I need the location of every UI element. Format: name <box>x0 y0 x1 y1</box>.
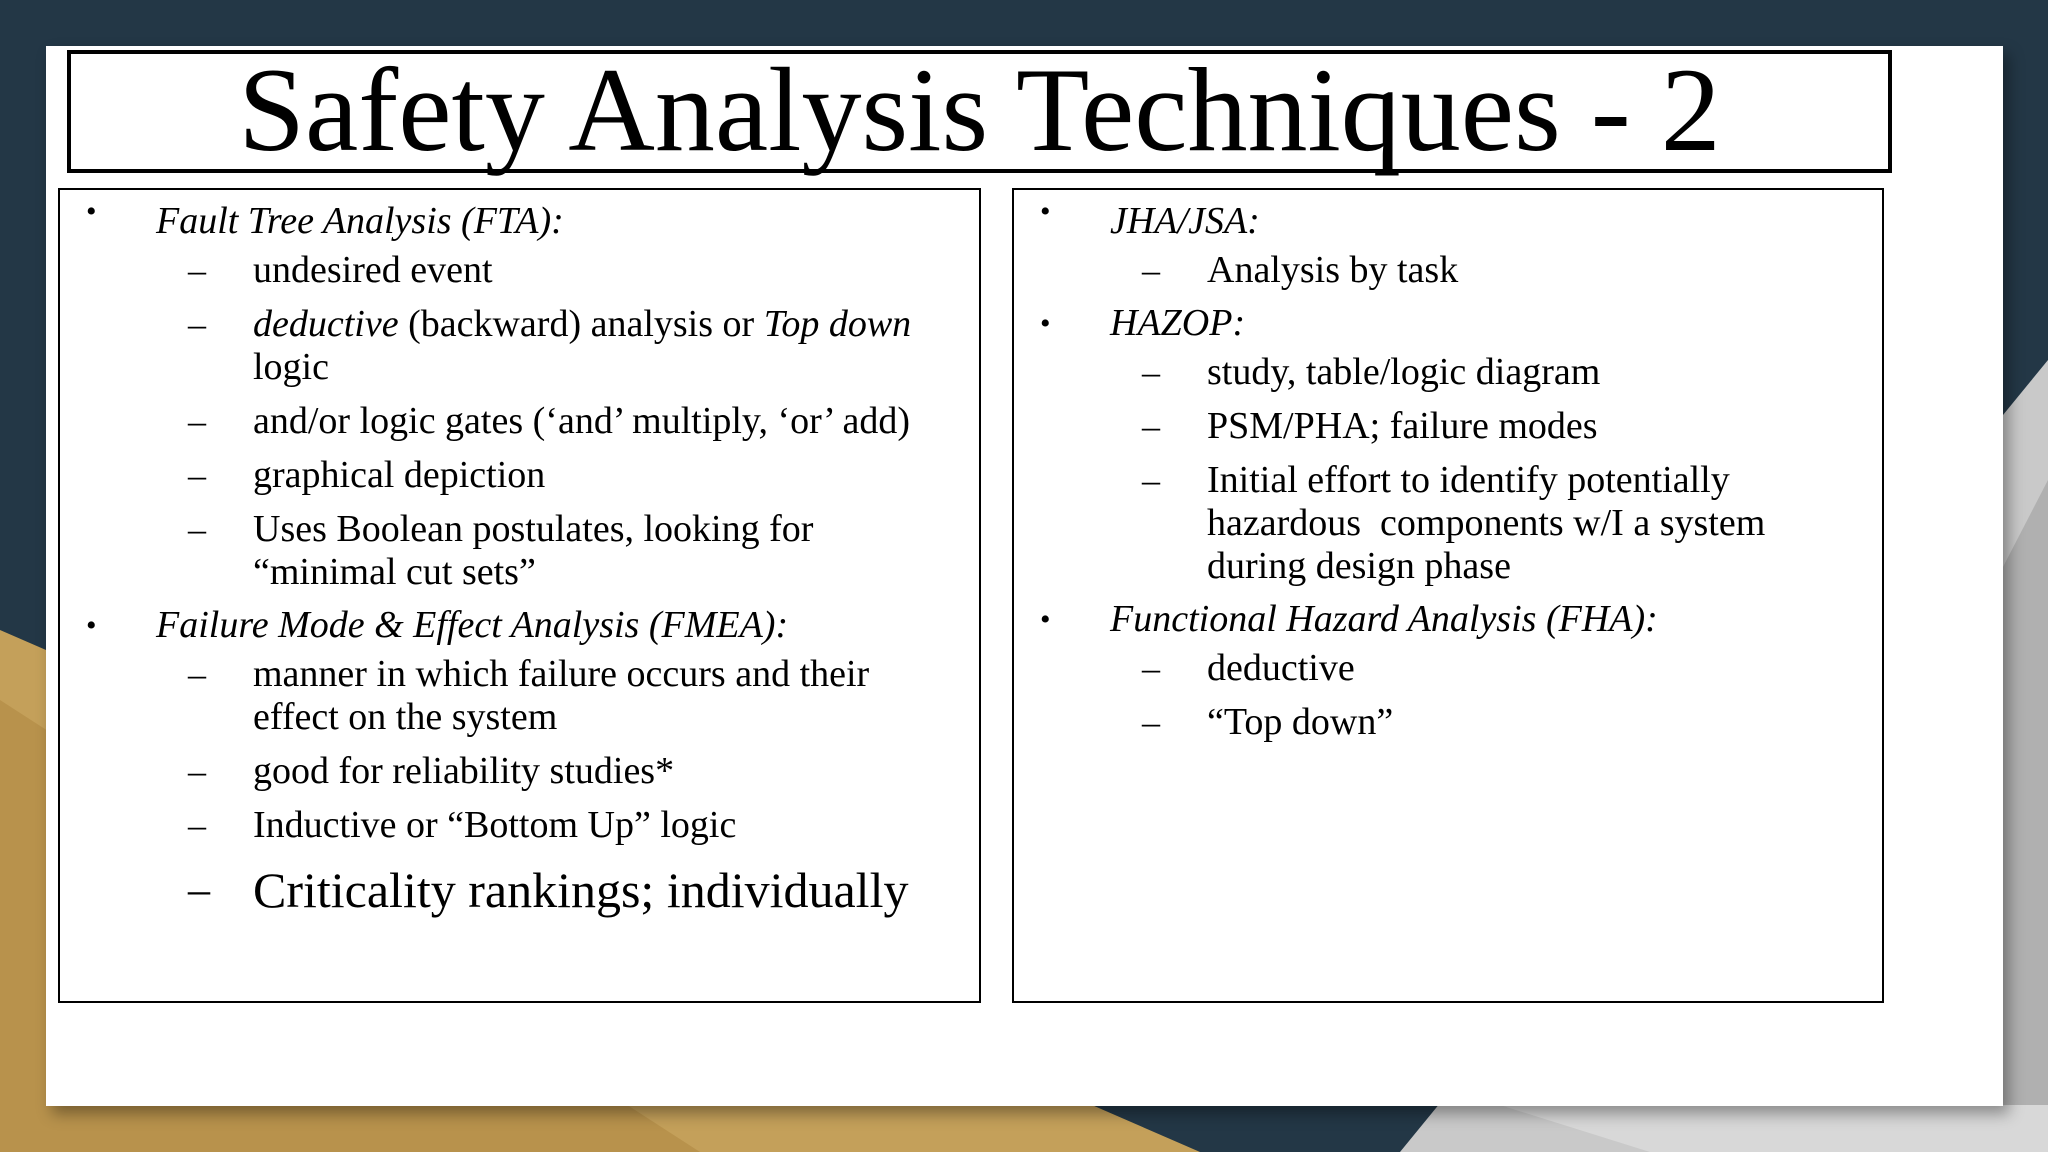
sub-item-text: graphical depiction <box>253 454 546 496</box>
left-column <box>58 188 981 1003</box>
sub-item <box>156 400 979 443</box>
sub-item <box>1110 701 1882 744</box>
plain-text: logic <box>253 346 329 388</box>
sub-list <box>156 249 979 594</box>
sub-item-text: deductive <box>1207 647 1355 689</box>
sub-item <box>156 750 979 793</box>
bullet-fha <box>1014 588 1882 744</box>
sub-item-text: undesired event <box>253 249 493 291</box>
left-bullet-list <box>60 190 979 919</box>
plain-text: (backward) analysis or <box>398 303 764 345</box>
right-bullet-list <box>1014 190 1882 744</box>
sub-list <box>156 653 979 919</box>
dash-icon: – <box>1142 460 1160 500</box>
title-box <box>67 42 1892 176</box>
bullet-icon: • <box>86 195 97 228</box>
bullet-hazop <box>1014 292 1882 588</box>
dash-icon: – <box>1142 250 1160 290</box>
bullet-heading: JHA/JSA: <box>1110 200 1260 242</box>
bullet-heading: Fault Tree Analysis (FTA): <box>156 200 564 242</box>
sub-item <box>156 303 979 389</box>
dash-icon: – <box>188 865 210 914</box>
dash-icon: – <box>188 250 206 290</box>
dash-icon: – <box>188 304 206 344</box>
sub-item-text: Inductive or “Bottom Up” logic <box>253 804 737 846</box>
dash-icon: – <box>188 805 206 845</box>
sub-item-text <box>156 303 979 389</box>
bullet-jha-jsa <box>1014 190 1882 292</box>
dash-icon: – <box>188 751 206 791</box>
sub-item <box>1110 249 1882 292</box>
sub-item <box>1110 405 1882 448</box>
bullet-heading: Failure Mode & Effect Analysis (FMEA): <box>156 604 789 646</box>
bullet-icon: • <box>1040 307 1051 340</box>
sub-item <box>156 861 979 919</box>
bullet-icon: • <box>86 609 97 642</box>
dash-icon: – <box>1142 648 1160 688</box>
bullet-heading: HAZOP: <box>1110 302 1246 344</box>
bullet-fta <box>60 190 979 594</box>
emphasis: deductive <box>253 303 399 345</box>
sub-item-text: “Top down” <box>1207 701 1394 743</box>
sub-list <box>1110 351 1882 588</box>
sub-item <box>1110 647 1882 690</box>
sub-item-text: Analysis by task <box>1207 249 1459 291</box>
slide-title: Safety Analysis Techniques - 2 <box>238 42 1721 176</box>
sub-list <box>1110 647 1882 744</box>
dash-icon: – <box>1142 352 1160 392</box>
dash-icon: – <box>188 654 206 694</box>
dash-icon: – <box>188 509 206 549</box>
sub-item-text: Criticality rankings; individually <box>253 862 909 918</box>
sub-item <box>1110 459 1882 588</box>
bullet-icon: • <box>1040 603 1051 636</box>
sub-item <box>156 508 979 594</box>
bullet-fmea <box>60 594 979 919</box>
sub-item <box>1110 351 1882 394</box>
emphasis: Top down <box>763 303 912 345</box>
sub-item-text: PSM/PHA; failure modes <box>1207 405 1598 447</box>
sub-item <box>156 454 979 497</box>
dash-icon: – <box>188 455 206 495</box>
right-column <box>1012 188 1884 1003</box>
dash-icon: – <box>1142 702 1160 742</box>
bullet-icon: • <box>1040 195 1051 228</box>
sub-item-text: Initial effort to identify potentially hazardous components w/I a system during design phase <box>1207 459 1775 587</box>
slide <box>46 42 2003 1106</box>
sub-item-text: manner in which failure occurs and their effect on the system <box>253 653 870 738</box>
sub-item <box>156 249 979 292</box>
sub-item <box>156 653 979 739</box>
sub-item-text: Uses Boolean postulates, looking for “minimal cut sets” <box>253 508 814 593</box>
dash-icon: – <box>1142 406 1160 446</box>
sub-item-text: study, table/logic diagram <box>1207 351 1601 393</box>
sub-item-text: and/or logic gates (‘and’ multiply, ‘or’ add) <box>253 400 911 442</box>
bullet-heading: Functional Hazard Analysis (FHA): <box>1110 598 1658 640</box>
sub-item <box>156 804 979 847</box>
dash-icon: – <box>188 401 206 441</box>
sub-item-text: good for reliability studies* <box>253 750 675 792</box>
sub-list <box>1110 249 1882 292</box>
